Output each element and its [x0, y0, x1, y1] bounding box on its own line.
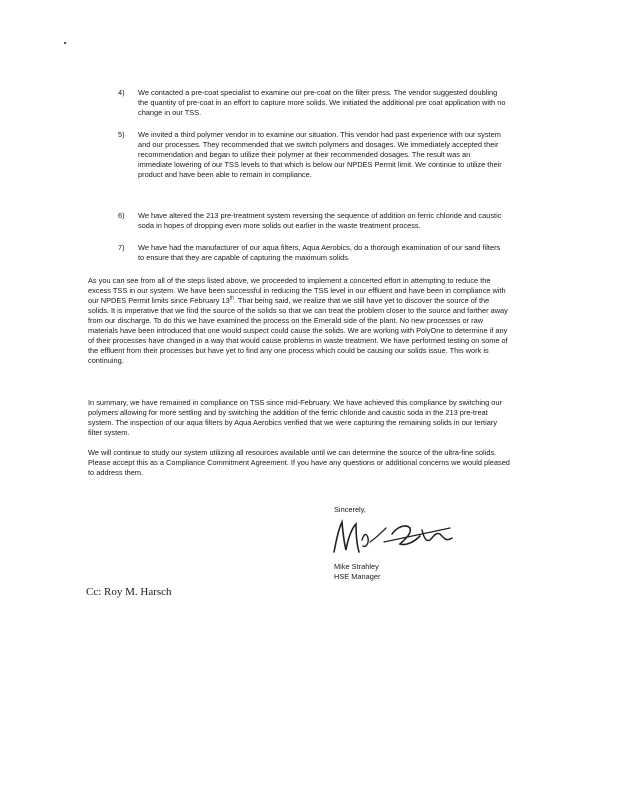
paragraph-commitment: We will continue to study our system utilizing all resources available until we can determine the source of the ultra-fine solids. Please accept this as a Compliance Commitment Agreement. If you have any questions or additional concerns we would pleased to address them.: [88, 448, 510, 477]
handwritten-signature: [326, 512, 458, 564]
list-number: 7): [118, 243, 125, 252]
list-text: We contacted a pre-coat specialist to examine our pre-coat on the filter press. The vendor suggested doubling the quantity of pre-coat in an effort to capture more solids. We initiated the additional pre coat application with no change in our TSS.: [138, 88, 506, 117]
closing: Sincerely,: [334, 505, 366, 514]
carbon-copy: Cc: Roy M. Harsch: [86, 586, 172, 598]
signer-name: Mike Strahley: [334, 562, 379, 571]
scan-dot: [64, 42, 66, 44]
list-number: 6): [118, 211, 125, 220]
paragraph-summary: In summary, we have remained in compliance on TSS since mid-February. We have achieved this compliance by switching our polymers allowing for more settling and by switching the addition of the ferric chloride and caustic soda in the 213 pre-treat system. The inspection of our aqua filters by Aqua Aerobics verified that we were capturing the remaining solids in our tertiary filter system.: [88, 398, 502, 437]
signer-title: HSE Manager: [334, 572, 381, 581]
list-number: 4): [118, 88, 125, 97]
paragraph-text: As you can see from all of the steps listed above, we proceeded to implement a concerted effort in attempting to reduce the excess TSS in our system. We have been successful in reducing the TSS level in our effluent and have been in compliance with our NPDES Permit limits since February 13: [88, 276, 506, 305]
paragraph-text-continued: . That being said, we realize that we still have yet to discover the source of the solids. It is imperative that we find the source of the solids so that we can treat the problem closer to the source and farther away from our discharge. To do this we have examined the process on the Emerald side of the plant. No new processes or raw materials have been introduced that one would suspect could cause the solids. We are working with PolyOne to determine if any of their processes have changed in a way that would cause problems in waste treatment. We have performed testing on some of the effluent from their processes but have yet to find any one process which could be causing our solids issue. This work is continuing.: [88, 296, 508, 365]
list-text: We have altered the 213 pre-treatment system reversing the sequence of addition on ferric chloride and caustic soda in hopes of dropping even more solids out earlier in the waste treatment process.: [138, 211, 502, 230]
list-text: We have had the manufacturer of our aqua filters, Aqua Aerobics, do a thorough examination of our sand filters to ensure that they are capable of capturing the maximum solids.: [138, 243, 501, 262]
list-text: We invited a third polymer vendor in to examine our situation. This vendor had past experience with our system and our processes. They recommended that we switch polymers and dosages. We immediately accepted their recommendation and began to utilize their polymer at their recommended dosages. The result was an immediate lowering of our TSS levels to that which is below our NPDES Permit limit. We continue to utilize their product and have been able to remain in compliance.: [138, 130, 502, 179]
ordinal-suffix: th: [229, 295, 234, 302]
paragraph-steps-summary: [88, 276, 510, 366]
list-number: 5): [118, 130, 125, 139]
